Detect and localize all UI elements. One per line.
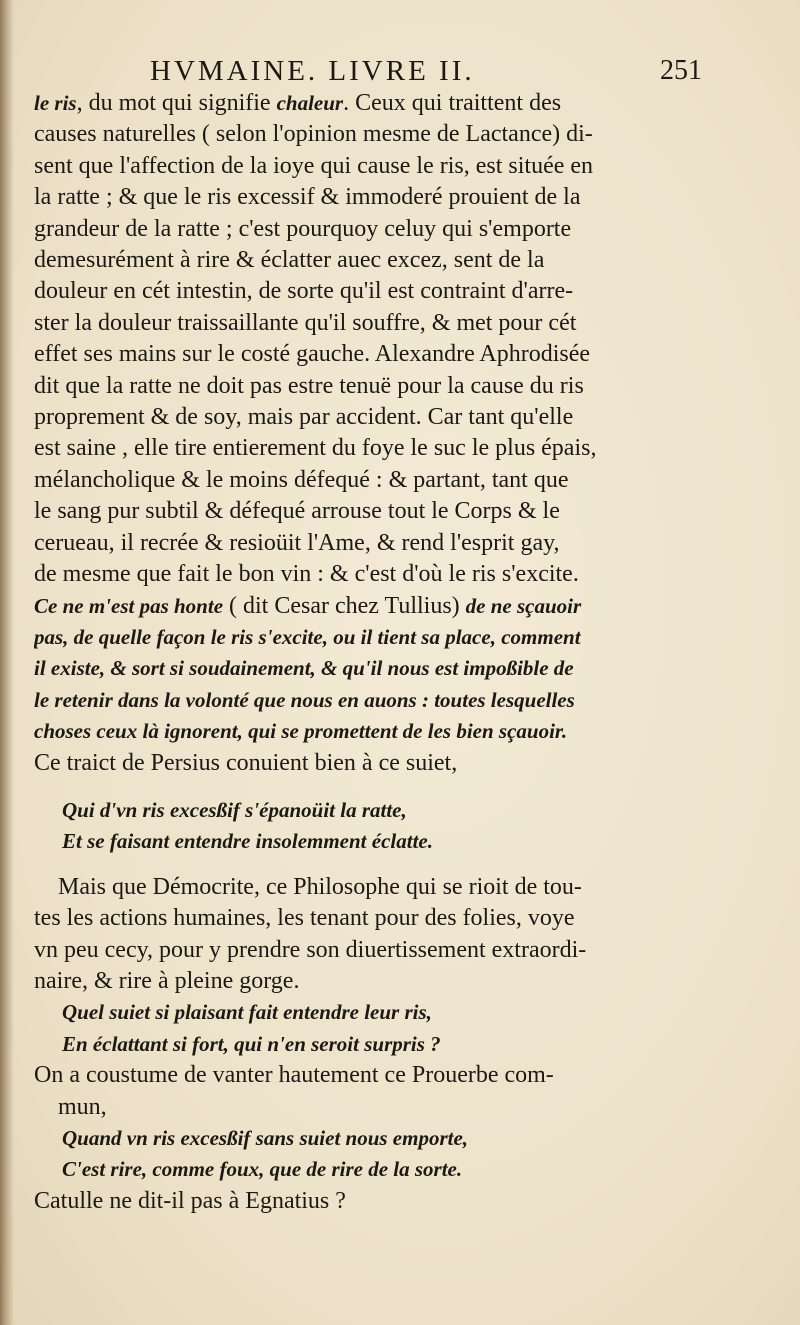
page-binding-edge xyxy=(0,0,14,1325)
italic-run: chaleur xyxy=(276,91,344,115)
text-line xyxy=(34,245,708,276)
verse-block-persius xyxy=(34,795,708,858)
text-line xyxy=(34,591,708,622)
text-line xyxy=(34,119,708,150)
roman-run: Ce traict de Persius conuient bien à ce suiet, xyxy=(34,749,458,776)
text-line xyxy=(34,496,708,527)
roman-run: dit que la ratte ne doit pas estre tenuë pour la cause du ris xyxy=(34,372,584,399)
roman-run: de mesme que fait le bon vin : & c'est d'où le ris s'excite. xyxy=(34,561,579,588)
text-line xyxy=(34,151,708,182)
roman-run: sent que l'affection de la ioye qui cause le ris, est située en xyxy=(34,152,594,179)
roman-run: cerueau, il recrée & resioüit l'Ame, & rend l'esprit gay, xyxy=(34,529,560,556)
text-line xyxy=(34,748,708,779)
italic-run: le ris xyxy=(34,91,77,115)
verse-line: Quand vn ris excesßif sans suiet nous emporte, xyxy=(62,1126,469,1150)
roman-run: le sang pur subtil & défequé arrouse tout le Corps & le xyxy=(34,498,560,525)
text-line: mun, xyxy=(58,1093,107,1120)
verse-line: Qui d'vn ris excesßif s'épanoüit la ratte, xyxy=(62,797,407,822)
verse-block-prouerbe xyxy=(34,1123,708,1186)
text-line: On a coustume de vanter hautement ce Prouerbe com- xyxy=(34,1062,554,1089)
roman-run: . Ceux qui traittent des xyxy=(343,90,562,116)
text-line xyxy=(34,182,708,213)
text-line xyxy=(34,214,708,245)
text-line xyxy=(34,276,708,307)
verse-line: Et se faisant entendre insolemment éclatte. xyxy=(62,829,433,854)
roman-run: effet ses mains sur le costé gauche. Alexandre Aphrodisée xyxy=(34,341,591,368)
text-line xyxy=(34,339,708,370)
paragraph-democrite xyxy=(34,872,708,998)
running-header: HVMAINE. LIVRE II. xyxy=(150,55,475,87)
text-line xyxy=(34,433,708,464)
roman-run: causes naturelles ( selon l'opinion mesme de Lactance) di- xyxy=(34,121,593,148)
text-line xyxy=(34,528,708,559)
text-line xyxy=(34,559,708,590)
page-body xyxy=(34,88,708,1217)
prose-paragraph xyxy=(34,88,708,779)
verse-line: Quel suiet si plaisant fait entendre leur ris, xyxy=(62,1000,432,1025)
text-line: tes les actions humaines, les tenant pour des folies, voye xyxy=(34,905,575,932)
roman-run: douleur en cét intestin, de sorte qu'il est contraint d'arre- xyxy=(34,278,574,305)
italic-run: il existe, & sort si soudainement, & qu'il nous est impoßible de xyxy=(34,656,574,681)
roman-run: demesurément à rire & éclatter auec excez, sent de la xyxy=(34,247,545,274)
text-line xyxy=(34,371,708,402)
text-line xyxy=(34,465,708,496)
roman-run: la ratte ; & que le ris excessif & immoderé prouient de la xyxy=(34,184,581,211)
text-line-last: Catulle ne dit-il pas à Egnatius ? xyxy=(34,1187,346,1214)
italic-run: pas, de quelle façon le ris s'excite, ou il tient sa place, comment xyxy=(34,624,581,649)
text-line xyxy=(34,685,708,716)
text-line xyxy=(34,622,708,653)
paragraph-prouerbe xyxy=(34,1060,708,1123)
page-number: 251 xyxy=(660,55,702,86)
verse-block-democrite xyxy=(34,997,708,1060)
text-line xyxy=(34,653,708,684)
italic-run: choses ceux là ignorent, qui se promettent de les bien sçauoir. xyxy=(34,719,568,744)
italic-run: le retenir dans la volonté que nous en auons : toutes lesquelles xyxy=(34,687,575,712)
text-line xyxy=(34,402,708,433)
text-line xyxy=(34,716,708,747)
roman-run: ster la douleur traissaillante qu'il souffre, & met pour cét xyxy=(34,309,577,336)
verse-line: En éclattant si fort, qui n'en seroit surpris ? xyxy=(62,1031,441,1056)
verse-line: C'est rire, comme foux, que de rire de la sorte. xyxy=(62,1157,463,1182)
roman-run: est saine , elle tire entierement du foye le suc le plus épais, xyxy=(34,435,597,462)
text-line: Mais que Démocrite, ce Philosophe qui se rioit de tou- xyxy=(58,873,582,900)
roman-run: proprement & de soy, mais par accident. Car tant qu'elle xyxy=(34,404,574,431)
text-line: naire, & rire à pleine gorge. xyxy=(34,967,300,994)
text-line: vn peu cecy, pour y prendre son diuertissement extraordi- xyxy=(34,936,587,963)
italic-run: Ce ne m'est pas honte xyxy=(34,593,224,618)
roman-run: ( dit Cesar chez Tullius) xyxy=(223,592,466,619)
roman-run: grandeur de la ratte ; c'est pourquoy celuy qui s'emporte xyxy=(34,215,572,242)
roman-run: , du mot qui signifie xyxy=(76,90,277,116)
text-line xyxy=(34,308,708,339)
roman-run: mélancholique & le moins défequé : & partant, tant que xyxy=(34,466,569,493)
text-line xyxy=(34,88,708,119)
italic-run: de ne sçauoir xyxy=(465,593,582,618)
